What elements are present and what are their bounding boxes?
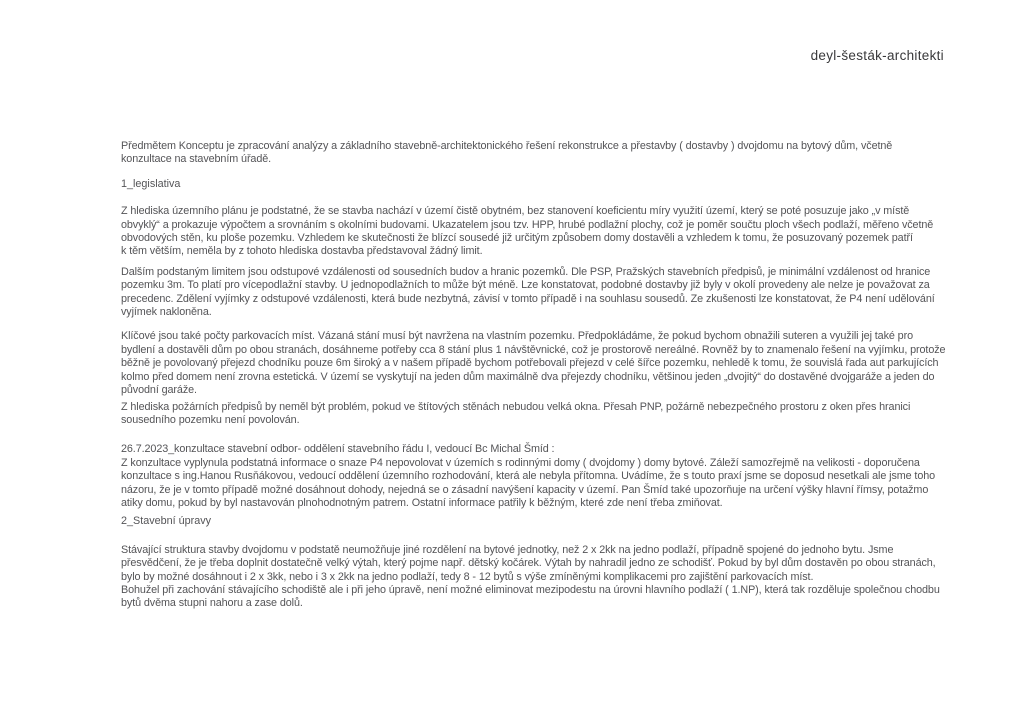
text-line: Klíčové jsou také počty parkovacích míst. Vázaná stání musí být navržena na vlastním pozemku. Předpokládáme, že pokud bychom obnažili suteren a využili jej také pro (121, 330, 913, 343)
text-line: atiky domu, pokud by byl nastavován plnohodnotným patrem. Ostatní informace patřily k běžným, které zde není třeba zmiňovat. (121, 496, 723, 509)
paragraph-konzultace (121, 443, 936, 510)
text-line: precedenc. Zdělení vyjímky z odstupové vzdálenosti, která bude nezbytná, závisí v tomto případě i na souhlasu sousedů. Ze zkušenosti lze konstatovat, že P4 není udělování (121, 292, 935, 305)
brand-logo: deyl-šesták-architekti (810, 48, 944, 63)
text-line: Z hlediska požárních předpisů by neměl být problém, pokud ve štítových stěnách nebudou velká okna. Přesah PNP, požárně nebezpečného prostoru z oken přes hranici (121, 400, 911, 413)
heading-stavebni-upravy (121, 515, 921, 528)
paragraph-pozarni-predpisy (121, 401, 921, 428)
text-line: Bohužel při zachování stávajícího schodiště ale i při jeho úpravě, není možné eliminovat mezipodestu na úrovni hlavního podlaží ( 1.NP), která tak rozděluje společnou chodbu (121, 583, 940, 596)
text-line: konzultace s ing.Hanou Rusňákovou, vedoucí oddělení územního rozhodování, která ale nebyla přítomna. Uvádíme, že s touto praxí jsme se doposud nesetkali ale jsme toho (121, 470, 936, 483)
text-line: pozemku 3m. To platí pro vícepodlažní stavby. U jednopodlažních to může být méně. Lze konstatovat, podobné dostavby již byly v okolí provedeny ale nelze je považovat za (121, 279, 930, 292)
text-line: kolmo před domem není zrovna estetická. V území se vyskytují na jeden dům maximálně dva přejezdy chodníku, většinou jeden „dvojitý“ do dostavěné dvojgaráže a jeden do (121, 370, 935, 383)
text-line: obvodových stěn, ku ploše pozemku. Vzhledem ke skutečnosti že blízcí sousedé již určitým způsobem domy dostavěli a vzhledem k tomu, že posuzovaný pozemek patří (121, 232, 913, 245)
text-line: Dalším podstaným limitem jsou odstupové vzdálenosti od sousedních budov a hranic pozemků. Dle PSP, Pražských stavebních předpisů, je minimální vzdálenost od hranice (121, 265, 931, 278)
paragraph-odstupove-vzdalenosti (121, 265, 935, 320)
paragraph-uzemni-plan (121, 205, 934, 259)
document-page (121, 140, 946, 611)
text-line: původní garáže. (121, 384, 197, 397)
text-line: běžně je povolovaný přejezd chodníku pouze 6m široký a v našem případě bychom potřebovali přejezd v celé šířce pozemku, nehledě k tomu, že souvislá řada aut parkujících (121, 357, 939, 370)
intro-paragraph (121, 140, 921, 167)
text-line: sousedního pozemku není povolován. (121, 413, 300, 426)
paragraph-parkovaci-mista (121, 330, 946, 397)
text-line: přesvědčení, že je třeba doplnit dostatečně velký výtah, který pojme např. dětský kočárek. Výtah by nahradil jedno ze schodišť. Pokud by byl dům dostavěn po obou stranách, (121, 557, 936, 570)
text-line: Z konzultace vyplynula podstatná informace o snaze P4 nepovolovat v územích s rodinnými domy ( dvojdomy ) domy bytové. Záleží samozřejmě na velikosti - doporučena (121, 456, 920, 469)
text-line: Stávající struktura stavby dvojdomu v podstatě neumožňuje jiné rozdělení na bytové jednotky, než 2 x 2kk na jedno podlaží, případně spojené do jednoho bytu. Jsme (121, 543, 894, 556)
text-line: názoru, že je v tomto případě možné dosáhnout dohody, nejedná se o zásadní navýšení kapacity v území. Pan Šmíd také upozorňuje na určení výšky hlavní římsy, potažmo (121, 483, 929, 496)
text-line: bylo by možné dosáhnout i 2 x 3kk, nebo i 3 x 2kk na jedno podlaží, tedy 8 - 12 bytů s výše zmíněnými komplikacemi pro zajištění parkovacích míst. (121, 570, 814, 583)
text-line: k těm větším, neměla by z tohoto hlediska dostavba představoval žádný limit. (121, 245, 483, 258)
text-line: konzultace na stavebním úřadě. (121, 153, 272, 166)
heading-text: 2_Stavební úpravy (121, 515, 212, 528)
text-line: vyjímek nakloněna. (121, 306, 212, 319)
text-line: bydlení a dostavěli dům po obou stranách, dosáhneme potřeby cca 8 stání plus 1 návštěvnické, což je prostorově nereálné. Rovněž by to znamenalo řešení na vyjímku, protože (121, 343, 946, 356)
text-line: 26.7.2023_konzultace stavební odbor- oddělení stavebního řádu I, vedoucí Bc Michal Šmíd : (121, 443, 555, 456)
text-line: obvyklý“ a prokazuje výpočtem a srovnáním s okolními budovami. Ukazatelem jsou tzv. HPP, hrubé podlažní plochy, což je poměr součtu ploch všech podlaží, měřeno včetně (121, 218, 934, 231)
text-line: bytů dvěma stupni nahoru a zase dolů. (121, 597, 303, 610)
heading-text: 1_legislativa (121, 177, 181, 190)
heading-legislativa (121, 178, 921, 191)
text-line: Z hlediska územního plánu je podstatné, že se stavba nachází v území čistě obytném, bez stanovení koeficientu míry využití území, který se poté posuzuje jako „v místě (121, 205, 910, 218)
text-line: Předmětem Konceptu je zpracování analýzy a základního stavebně-architektonického řešení rekonstrukce a přestavby ( dostavby ) dvojdomu na bytový dům, včetně (121, 140, 893, 152)
paragraph-stavebni-upravy (121, 543, 940, 611)
